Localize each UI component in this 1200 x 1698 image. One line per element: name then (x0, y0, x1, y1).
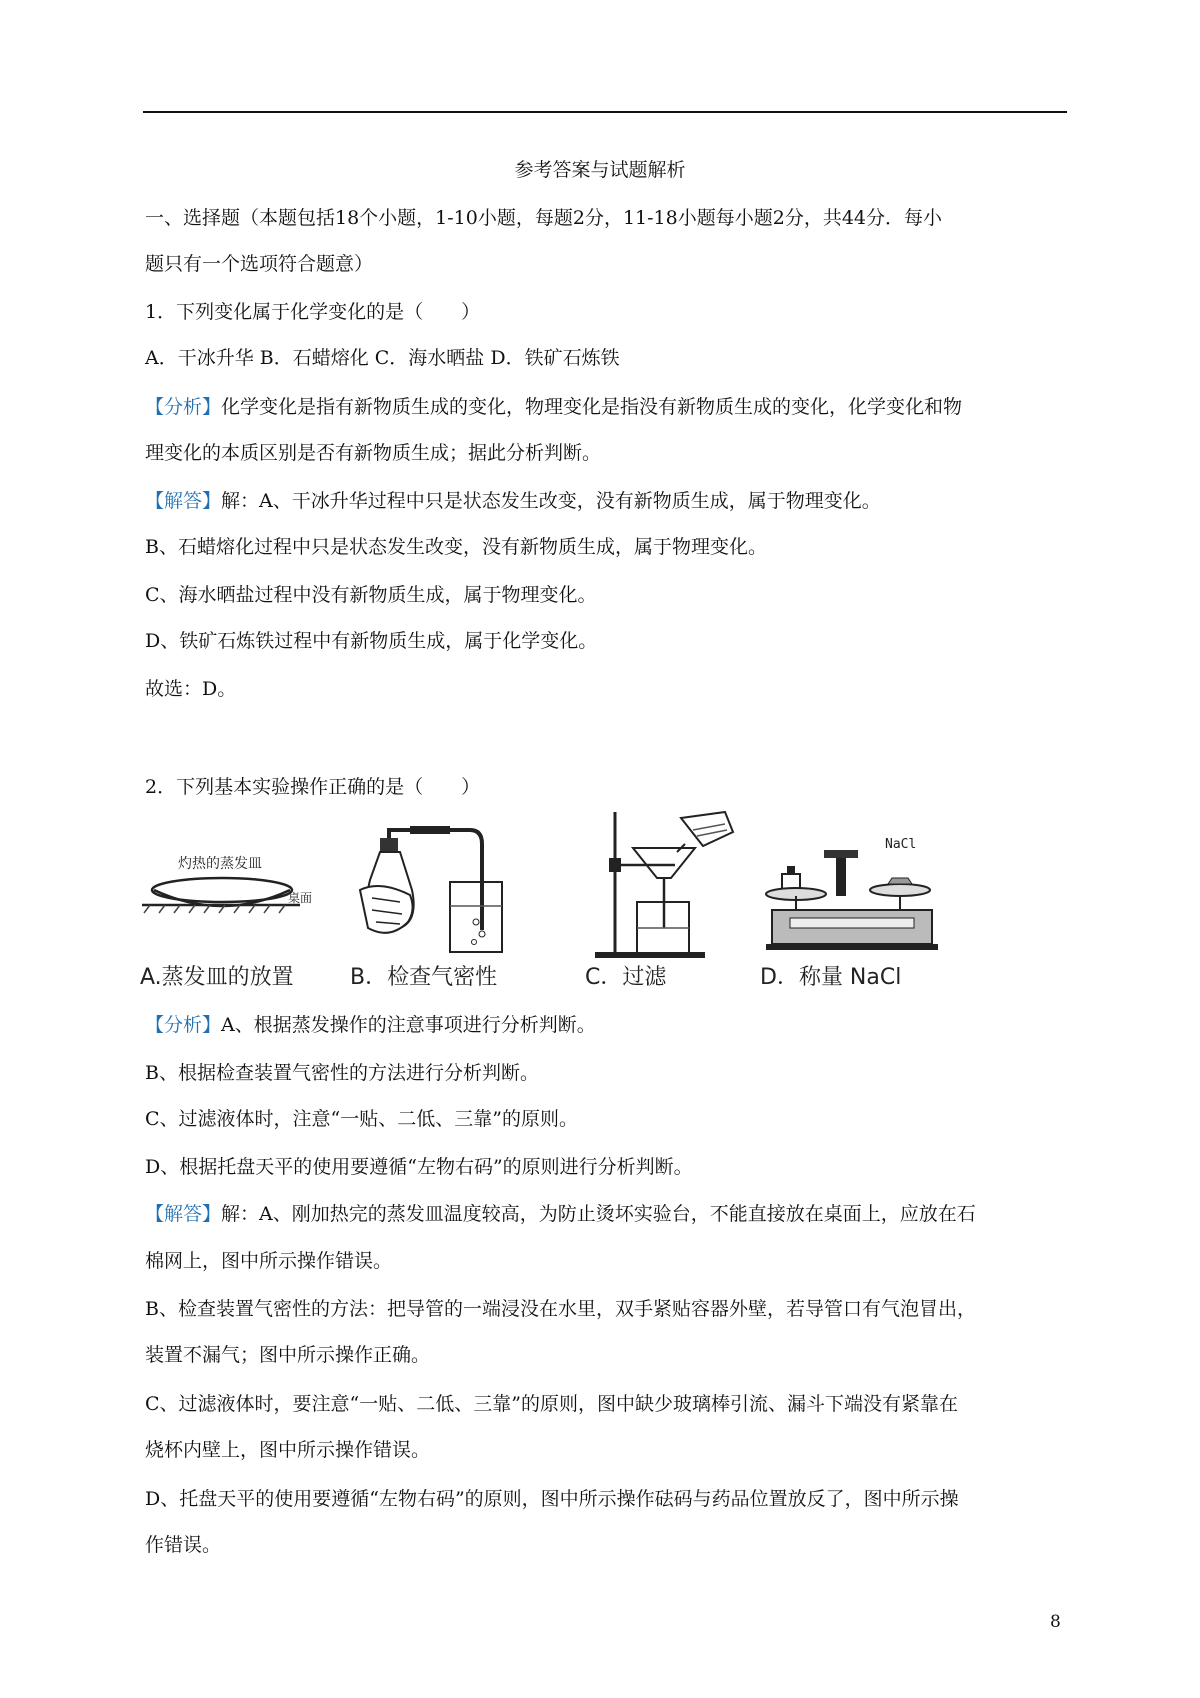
q1-answer-line-c: C、海水晒盐过程中没有新物质生成，属于物理变化。 (145, 584, 597, 606)
q2-answer-line-c2: 烧杯内壁上，图中所示操作错误。 (145, 1439, 431, 1461)
figure-d-caption: D．称量 NaCl (760, 965, 902, 990)
q1-conclusion: 故选：D。 (145, 678, 237, 700)
q2-answer-line-b2: 装置不漏气；图中所示操作正确。 (145, 1344, 431, 1366)
airtightness-drawing (350, 810, 530, 960)
figure-a (140, 810, 325, 990)
q1-answer-line-a (145, 486, 881, 516)
q1-analysis-line-1 (145, 392, 962, 422)
q1-answer-line-d: D、铁矿石炼铁过程中有新物质生成，属于化学变化。 (145, 630, 598, 652)
header-rule (143, 111, 1067, 113)
q2-analysis-a-text: A、根据蒸发操作的注意事项进行分析判断。 (221, 1014, 596, 1036)
q2-answer-a-text: 解：A、刚加热完的蒸发皿温度较高，为防止烫坏实验台，不能直接放在桌面上，应放在石 (221, 1203, 976, 1225)
table-label: 桌面 (288, 891, 313, 905)
page-title: 参考答案与试题解析 (514, 159, 686, 181)
figure-a-caption: A.蒸发皿的放置 (140, 965, 294, 990)
figure-d (760, 810, 940, 990)
q2-answer-line-c1: C、过滤液体时，要注意“一贴、二低、三靠”的原则，图中缺少玻璃棒引流、漏斗下端没有紧靠在 (145, 1393, 958, 1415)
analysis-tag: 【分析】 (145, 396, 222, 418)
analysis-tag: 【分析】 (145, 1014, 222, 1036)
q2-answer-line-a2: 棉网上，图中所示操作错误。 (145, 1250, 393, 1272)
q2-analysis-line-d: D、根据托盘天平的使用要遵循“左物右码”的原则进行分析判断。 (145, 1156, 693, 1178)
figure-b (350, 810, 530, 990)
q1-stem: 1．下列变化属于化学变化的是（ ） (145, 301, 481, 323)
q1-answer-a-text: 解：A、干冰升华过程中只是状态发生改变，没有新物质生成，属于物理变化。 (221, 490, 881, 512)
q2-answer-line-d1: D、托盘天平的使用要遵循“左物右码”的原则，图中所示操作砝码与药品位置放反了，图中所示操 (145, 1488, 959, 1510)
q2-answer-line-a1 (145, 1199, 976, 1229)
answer-tag: 【解答】 (145, 490, 222, 512)
section-heading-line-2: 题只有一个选项符合题意） (145, 253, 374, 275)
q2-answer-line-b1: B、检查装置气密性的方法：把导管的一端浸没在水里，双手紧贴容器外壁，若导管口有气泡冒出， (145, 1298, 976, 1320)
q2-figures (140, 810, 940, 1000)
q2-analysis-line-c: C、过滤液体时，注意“一贴、二低、三靠”的原则。 (145, 1108, 578, 1130)
figure-c (585, 810, 745, 990)
q2-stem: 2．下列基本实验操作正确的是（ ） (145, 776, 481, 798)
balance-drawing (760, 810, 940, 960)
q1-analysis-text: 化学变化是指有新物质生成的变化，物理变化是指没有新物质生成的变化，化学变化和物 (221, 396, 963, 418)
q1-options: A．干冰升华 B．石蜡熔化 C．海水晒盐 D．铁矿石炼铁 (145, 347, 620, 369)
section-heading-line-1: 一、选择题（本题包括18个小题，1-10小题，每题2分，11-18小题每小题2分，共44分．每小 (145, 207, 942, 229)
nacl-label: NaCl (885, 837, 917, 852)
q1-answer-line-b: B、石蜡熔化过程中只是状态发生改变，没有新物质生成，属于物理变化。 (145, 536, 767, 558)
q1-analysis-line-2: 理变化的本质区别是否有新物质生成；据此分析判断。 (145, 442, 602, 464)
q2-analysis-line-b: B、根据检查装置气密性的方法进行分析判断。 (145, 1062, 539, 1084)
evaporating-dish-drawing (140, 810, 325, 960)
figure-b-caption: B．检查气密性 (350, 965, 498, 990)
filtration-drawing (585, 810, 745, 960)
dish-label: 灼热的蒸发皿 (178, 856, 262, 872)
q2-analysis-line-a (145, 1010, 596, 1040)
figure-c-caption: C．过滤 (585, 965, 667, 990)
answer-tag: 【解答】 (145, 1203, 222, 1225)
q2-answer-line-d2: 作错误。 (145, 1534, 222, 1556)
page-number: 8 (1050, 1612, 1061, 1632)
